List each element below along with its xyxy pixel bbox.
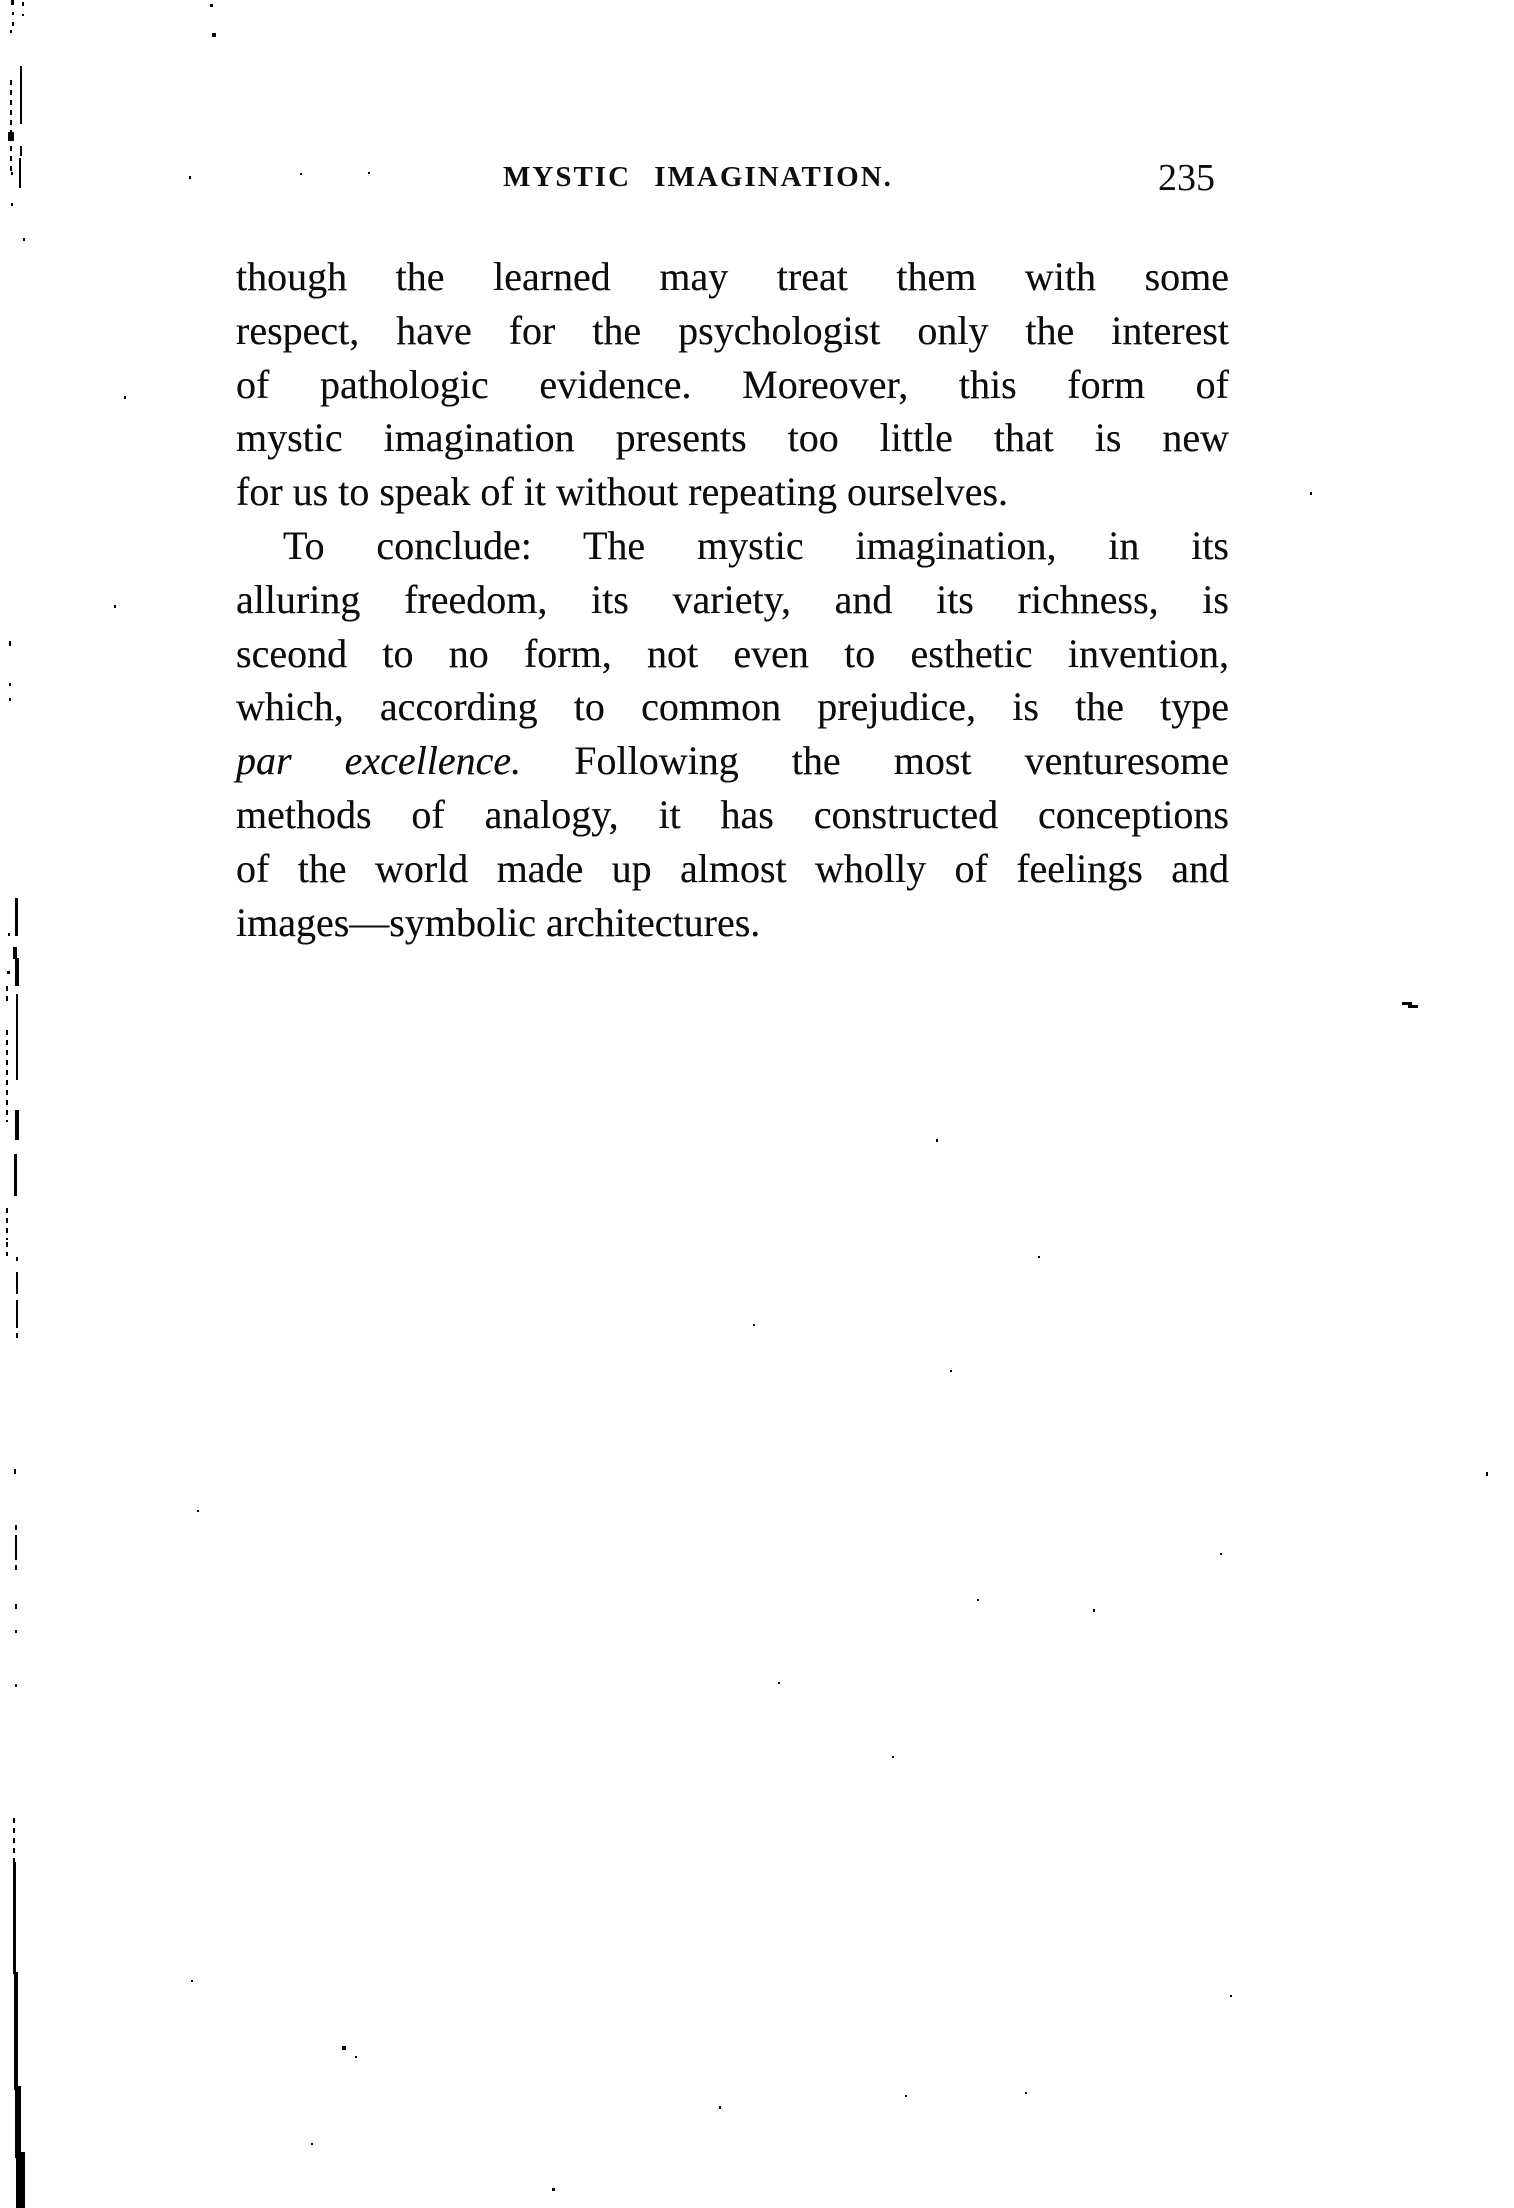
scan-artifact [1408, 1005, 1418, 1008]
scan-artifact [10, 146, 12, 172]
scan-artifact [19, 158, 21, 188]
text-line: alluring freedom, its variety, and its richness, is [236, 576, 1229, 622]
scan-artifact [977, 1599, 979, 1601]
scan-artifact [22, 2, 24, 6]
scan-artifact [342, 2046, 346, 2050]
scan-artifact [311, 2143, 313, 2145]
scan-artifact [15, 1630, 17, 1633]
text-line: respect, have for the psychologist only the interest [236, 307, 1229, 353]
scan-artifact [1025, 2092, 1027, 2094]
scan-artifact [10, 30, 12, 33]
scan-artifact [14, 1154, 17, 1196]
scan-artifact [10, 80, 12, 138]
scan-artifact [15, 1110, 19, 1140]
italic-phrase: par excellence. [236, 738, 522, 784]
scan-artifact [778, 1682, 780, 1684]
scan-artifact [15, 958, 19, 986]
scan-artifact [9, 683, 11, 686]
scan-artifact [189, 176, 191, 179]
scan-artifact [6, 986, 8, 1002]
scan-artifact [197, 1510, 199, 1512]
scan-artifact [12, 12, 14, 15]
scan-artifact [1230, 1995, 1232, 1997]
scan-artifact [16, 1300, 18, 1328]
page-number: 235 [1158, 157, 1215, 199]
scan-artifact [12, 22, 14, 26]
scan-artifact [16, 1272, 18, 1294]
text-line: images—symbolic architectures. [236, 899, 761, 945]
scan-artifact [6, 1030, 8, 1122]
body-text [236, 250, 1229, 949]
scan-artifact [16, 994, 18, 1080]
scan-artifact [552, 2188, 555, 2191]
scan-artifact [368, 172, 370, 174]
scan-artifact [719, 2106, 721, 2109]
scan-artifact [124, 396, 126, 399]
scan-artifact [191, 1980, 193, 1982]
text-line: To conclude: The mystic imagination, in its [283, 522, 1229, 568]
scan-artifact [23, 238, 25, 241]
scan-artifact [16, 2152, 25, 2208]
text-line: for us to speak of it without repeating ourselves. [236, 469, 1009, 515]
scan-artifact [300, 173, 302, 175]
scan-artifact [753, 1324, 755, 1326]
scan-artifact [905, 2095, 907, 2097]
scan-artifact [6, 1208, 8, 1240]
scan-artifact [892, 1756, 894, 1758]
scan-artifact [13, 1862, 16, 1974]
scan-artifact [11, 0, 14, 5]
scan-artifact [15, 898, 18, 936]
text-line: of pathologic evidence. Moreover, this form of [236, 361, 1229, 407]
scan-artifact [16, 1257, 18, 1261]
text-span: Following the most venturesome [574, 738, 1230, 784]
scan-artifact [6, 1242, 8, 1256]
scan-artifact [8, 933, 10, 936]
scan-artifact [210, 4, 213, 7]
text-line [236, 734, 1229, 788]
scan-artifact [1486, 1472, 1488, 1476]
scan-artifact [1310, 492, 1312, 495]
scan-artifact [9, 641, 11, 647]
scan-artifact [13, 1818, 15, 1864]
scan-artifact [22, 14, 24, 16]
scan-artifact [7, 971, 10, 974]
scan-artifact [11, 172, 13, 175]
scan-artifact [1220, 1553, 1222, 1555]
scan-artifact [15, 2086, 21, 2158]
scan-artifact [14, 1469, 16, 1475]
text-line: methods of analogy, it has constructed conceptions [236, 791, 1229, 837]
scan-artifact [15, 1540, 17, 1558]
scan-artifact [114, 605, 116, 608]
scan-artifact [15, 1604, 17, 1609]
scan-artifact [8, 132, 14, 141]
text-line: which, according to common prejudice, is the type [236, 684, 1229, 730]
scan-artifact [936, 1139, 938, 1142]
scan-artifact [355, 2056, 357, 2058]
scan-artifact [950, 1370, 952, 1372]
scan-artifact [9, 698, 11, 701]
running-header-title: MYSTIC IMAGINATION. [503, 161, 893, 193]
text-line: sceond to no form, not even to esthetic invention, [236, 630, 1229, 676]
scan-artifact [15, 1684, 17, 1687]
scan-artifact [1093, 1609, 1095, 1612]
text-line: mystic imagination presents too little that is new [236, 415, 1229, 461]
scan-artifact [14, 1972, 18, 2090]
scan-artifact [16, 1333, 18, 1338]
scan-artifact [212, 33, 216, 37]
scan-artifact [11, 203, 13, 206]
text-line: though the learned may treat them with some [236, 254, 1229, 299]
scan-artifact [1038, 1256, 1040, 1258]
scan-artifact [20, 146, 22, 156]
scan-artifact [20, 66, 22, 124]
text-line: of the world made up almost wholly of feelings and [236, 845, 1229, 891]
